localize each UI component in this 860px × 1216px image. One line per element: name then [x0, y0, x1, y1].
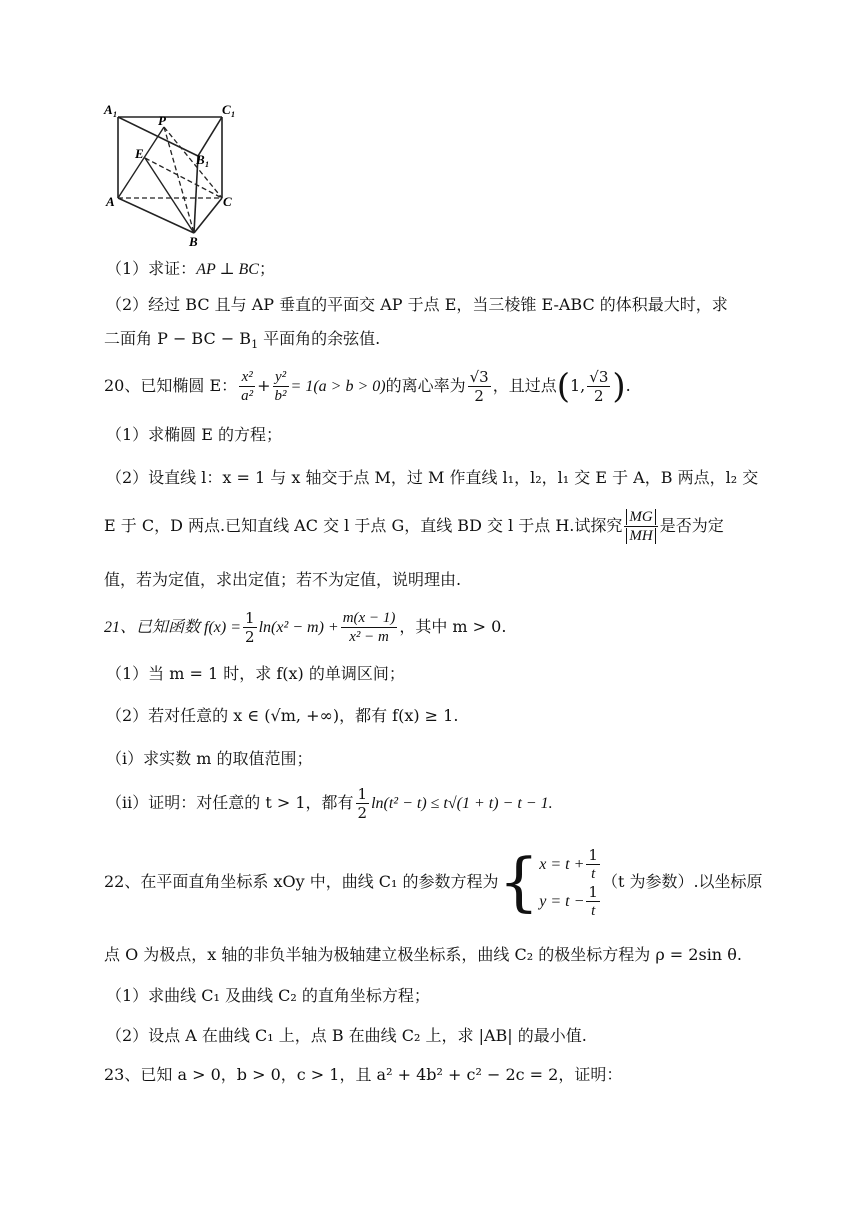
q19-part1-end: ； — [258, 259, 275, 278]
frac-num: m(x − 1) — [342, 610, 396, 626]
q21-frac-main — [341, 609, 398, 646]
edge-p-c — [164, 127, 222, 198]
q20-intro-c: ，且过点 — [492, 376, 557, 395]
q21-frac-half — [243, 609, 257, 646]
q19-part1-text: （1）求证： — [106, 259, 197, 278]
q20-frac-y — [273, 368, 289, 405]
q19-part2-sub: 1 — [251, 338, 259, 352]
paren-close: ) — [612, 366, 626, 407]
q20-frac-pt — [587, 368, 610, 405]
frac-num: 1 — [245, 609, 255, 627]
q22-part1: （1）求曲线 C₁ 及曲线 C₂ 的直角坐标方程； — [106, 986, 430, 1005]
label-b1: B — [196, 152, 205, 167]
q21-frac-half2 — [356, 785, 370, 822]
label-a: A — [106, 194, 115, 209]
q21-part2-i: （ⅰ）求实数 m 的取值范围； — [106, 749, 313, 768]
paren-open: ( — [556, 366, 570, 407]
q20-part2-text: E 于 C，D 两点.已知直线 AC 交 l 于点 G，直线 BD 交 l 于点 H.试探究 — [104, 516, 623, 535]
frac-num: √3 — [589, 368, 609, 386]
q21-part2-ii-a: （ⅱ）证明：对任意的 t > 1，都有 — [106, 793, 354, 812]
param-eq-y — [539, 883, 602, 920]
q19-part2-end: 平面角的余弦值. — [258, 329, 381, 348]
frac-den: b² — [274, 388, 287, 404]
q23-intro: 23、已知 a > 0，b > 0，c > 1，且 a² + 4b² + c² − 2c = 2，证明： — [104, 1065, 623, 1084]
frac-den: 2 — [594, 387, 604, 405]
edge-p-b — [164, 127, 194, 233]
label-a1-sub: 1 — [113, 110, 117, 119]
q20-frac-x — [239, 368, 255, 405]
prism-figure — [100, 98, 250, 248]
label-b: B — [189, 234, 198, 248]
label-c1-sub: 1 — [231, 110, 235, 119]
q19-part2-line1: （2）经过 BC 且与 AP 垂直的平面交 AP 于点 E，当三棱锥 E-ABC 的体积最大时，求 — [106, 295, 728, 314]
frac-den: x² − m — [349, 629, 389, 645]
edge-b1-c1 — [198, 117, 222, 156]
frac-num: y² — [273, 368, 289, 387]
frac-1-t — [586, 846, 600, 883]
q21-intro-a: 21、已知函数 f(x) = — [104, 619, 242, 636]
q20-part2-line1: （2）设直线 l：x = 1 与 x 轴交于点 M，过 M 作直线 l₁，l₂，l₁ 交 E 于 A，B 两点，l₂ 交 — [106, 468, 759, 487]
q19-part2-line2 — [104, 328, 380, 356]
label-a1: A — [104, 102, 113, 117]
q21-part2-ii-b: ln(t² − t) ≤ t√(1 + t) − t − 1. — [371, 795, 553, 812]
label-e: E — [135, 146, 144, 161]
frac-1-t — [586, 883, 600, 920]
q20-intro-b: 的离心率为 — [385, 376, 466, 395]
frac-num: √3 — [469, 368, 489, 386]
q20-point-a: 1, — [570, 376, 586, 395]
q19-part2-math: 二面角 P − BC − B — [104, 329, 252, 348]
frac-num: 1 — [588, 845, 598, 864]
q22-intro-b: （t 为参数）.以坐标原 — [601, 872, 763, 891]
abs-mh: MH — [626, 528, 655, 544]
q21-intro-b: ln(x² − m) + — [258, 619, 339, 636]
q19-part1 — [106, 258, 275, 281]
frac-den: 2 — [474, 387, 484, 405]
q22-intro-a: 22、在平面直角坐标系 xOy 中，曲线 C₁ 的参数方程为 — [104, 872, 499, 891]
q20-frac-e — [468, 368, 491, 405]
label-b1-sub: 1 — [205, 160, 209, 169]
label-c1: C — [222, 102, 231, 117]
q20-eq-rest: = 1(a > b > 0) — [290, 378, 386, 395]
frac-den: 2 — [357, 804, 368, 822]
frac-num — [624, 508, 657, 527]
eq-x-text: x = t + — [539, 855, 585, 873]
q20-intro-a: 20、已知椭圆 E： — [104, 376, 238, 395]
q20-intro-d: . — [625, 376, 631, 395]
q22-intro — [104, 842, 763, 922]
param-eq-x — [539, 846, 602, 883]
label-p: P — [158, 113, 166, 128]
q20-intro: 20、已知椭圆 E： $\frac{\text{x²}}{\text{a²}}$ + $\frac{\text{y²}}{\text{b²}}$ = 1(a > b > 0)的离心率为 $\frac{√3}{2}$ ，且过点(1, $\frac{√3}{2}$ ). — [104, 366, 631, 407]
edge-a-p — [118, 127, 164, 198]
frac-den — [624, 527, 657, 545]
q19-part1-math: AP ⊥ BC — [196, 261, 259, 278]
label-c: C — [223, 194, 232, 209]
q21-intro — [104, 607, 506, 648]
frac-num: x² — [239, 368, 255, 387]
frac-den: t — [591, 902, 596, 919]
q21-part1: （1）当 m = 1 时，求 f(x) 的单调区间； — [106, 664, 405, 683]
q20-ratio — [624, 508, 657, 545]
eq-y-text: y = t − — [539, 892, 585, 910]
param-system — [539, 846, 602, 920]
frac-den: a² — [241, 388, 254, 404]
frac-num: 1 — [357, 785, 368, 803]
q20-part2-end: 是否为定 — [659, 516, 724, 535]
q21-part2: （2）若对任意的 x ∈ (√m, +∞)，都有 f(x) ≥ 1. — [106, 706, 459, 725]
q22-line2: 点 O 为极点，x 轴的非负半轴为极轴建立极坐标系，曲线 C₂ 的极坐标方程为 ρ = 2sin θ. — [104, 945, 742, 964]
q22-part2: （2）设点 A 在曲线 C₁ 上，点 B 在曲线 C₂ 上，求 |AB| 的最小值. — [106, 1026, 587, 1045]
q20-part2-line2 — [104, 506, 724, 546]
edge-e-c — [145, 158, 222, 198]
q20-part1: （1）求椭圆 E 的方程； — [106, 425, 283, 444]
q21-intro-c: ，其中 m > 0. — [399, 617, 507, 636]
frac-den: t — [591, 865, 596, 882]
abs-mg: MG — [626, 509, 655, 525]
q21-part2-ii — [106, 783, 553, 824]
q20-part2-line3: 值，若为定值，求出定值；若不为定值，说明理由. — [104, 570, 462, 589]
edge-b-c — [194, 198, 222, 233]
frac-den: 2 — [245, 628, 255, 646]
frac-num: 1 — [588, 882, 598, 901]
system-brace: { — [498, 845, 540, 920]
